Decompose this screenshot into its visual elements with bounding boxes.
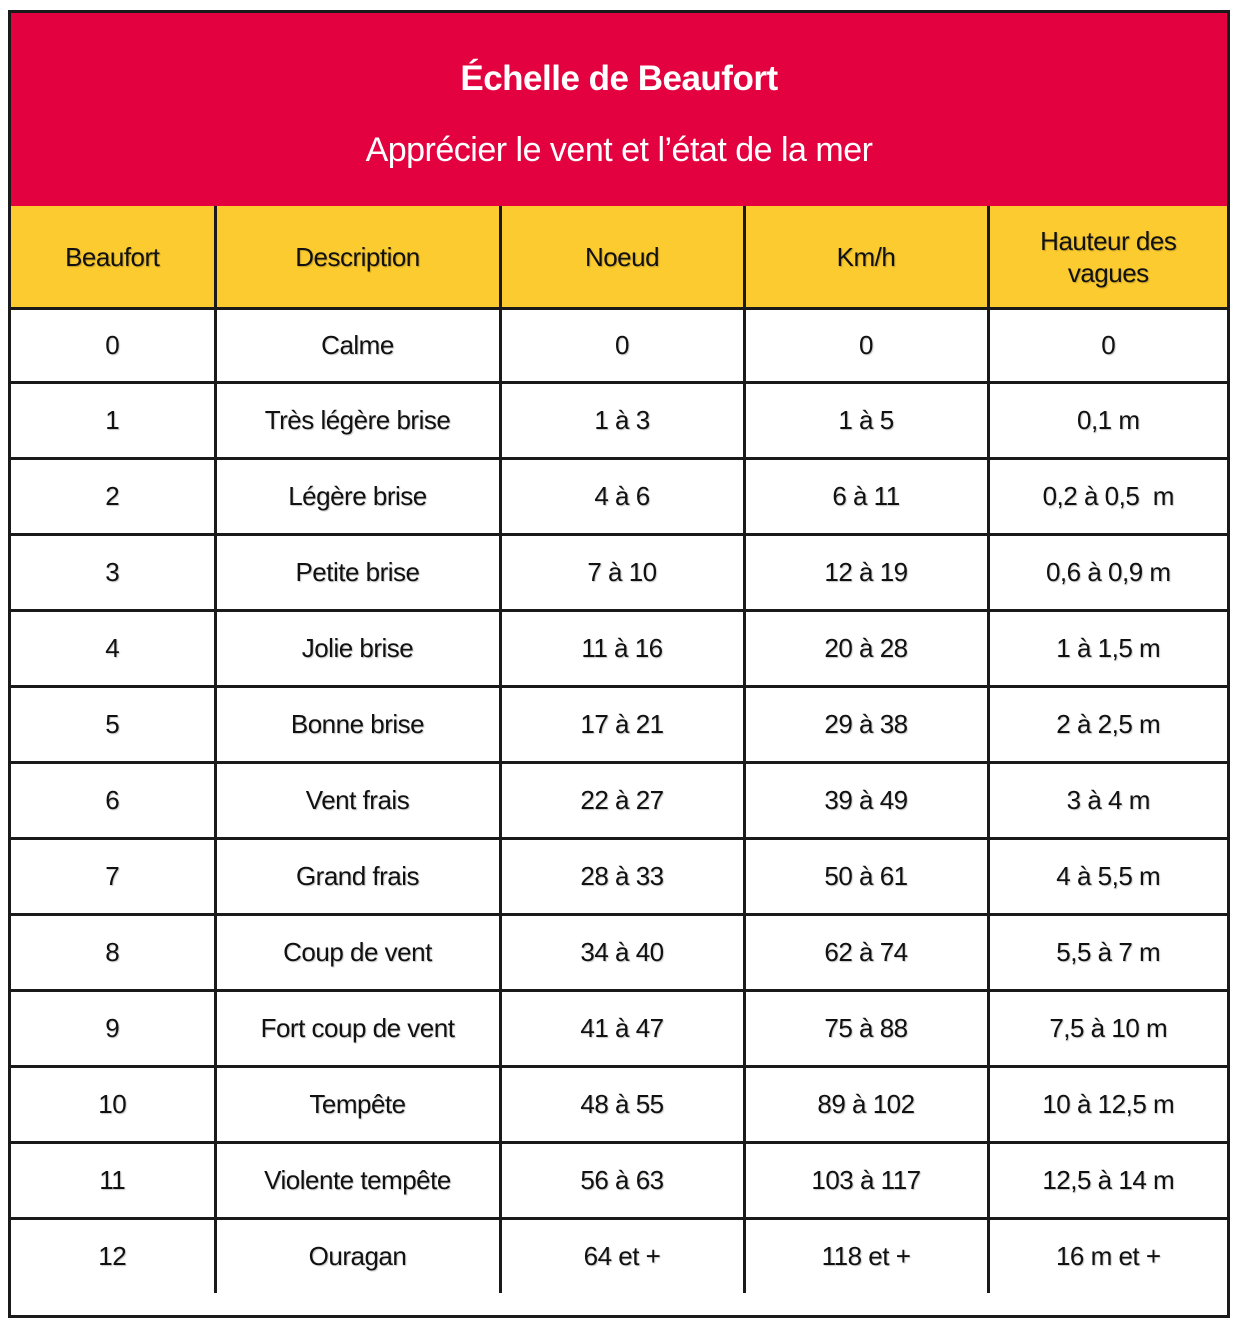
cell-description: Ouragan xyxy=(215,1219,500,1294)
cell-beaufort: 1 xyxy=(11,383,215,459)
column-header-kmh: Km/h xyxy=(744,206,988,309)
cell-description: Violente tempête xyxy=(215,1143,500,1219)
cell-kmh: 118 et + xyxy=(744,1219,988,1294)
cell-kmh: 1 à 5 xyxy=(744,383,988,459)
cell-beaufort: 4 xyxy=(11,611,215,687)
table-header-row xyxy=(11,206,1227,309)
cell-description: Petite brise xyxy=(215,535,500,611)
cell-knots: 41 à 47 xyxy=(500,991,744,1067)
wave-height-label: Hauteur des vagues xyxy=(1040,225,1177,288)
cell-knots: 4 à 6 xyxy=(500,459,744,535)
cell-beaufort: 6 xyxy=(11,763,215,839)
cell-knots: 11 à 16 xyxy=(500,611,744,687)
cell-wave-height: 3 à 4 m xyxy=(988,763,1227,839)
cell-kmh: 75 à 88 xyxy=(744,991,988,1067)
cell-kmh: 103 à 117 xyxy=(744,1143,988,1219)
page-subtitle: Apprécier le vent et l’état de la mer xyxy=(365,131,873,169)
column-header-beaufort: Beaufort xyxy=(11,206,215,309)
cell-wave-height: 10 à 12,5 m xyxy=(988,1067,1227,1143)
cell-beaufort: 10 xyxy=(11,1067,215,1143)
cell-wave-height: 7,5 à 10 m xyxy=(988,991,1227,1067)
cell-kmh: 6 à 11 xyxy=(744,459,988,535)
cell-kmh: 20 à 28 xyxy=(744,611,988,687)
cell-knots: 34 à 40 xyxy=(500,915,744,991)
beaufort-scale-sheet xyxy=(8,10,1230,1318)
cell-kmh: 39 à 49 xyxy=(744,763,988,839)
cell-description: Très légère brise xyxy=(215,383,500,459)
cell-wave-height: 4 à 5,5 m xyxy=(988,839,1227,915)
cell-knots: 64 et + xyxy=(500,1219,744,1294)
cell-wave-height: 0,1 m xyxy=(988,383,1227,459)
table-row xyxy=(11,839,1227,915)
cell-description: Coup de vent xyxy=(215,915,500,991)
cell-description: Bonne brise xyxy=(215,687,500,763)
table-row xyxy=(11,991,1227,1067)
cell-wave-height: 0,6 à 0,9 m xyxy=(988,535,1227,611)
cell-kmh: 89 à 102 xyxy=(744,1067,988,1143)
column-header-knots: Noeud xyxy=(500,206,744,309)
cell-wave-height: 0,2 à 0,5 m xyxy=(988,459,1227,535)
cell-description: Légère brise xyxy=(215,459,500,535)
title-banner xyxy=(11,13,1227,206)
table-row xyxy=(11,915,1227,991)
table-row xyxy=(11,687,1227,763)
cell-beaufort: 0 xyxy=(11,309,215,383)
cell-knots: 48 à 55 xyxy=(500,1067,744,1143)
cell-kmh: 62 à 74 xyxy=(744,915,988,991)
cell-beaufort: 3 xyxy=(11,535,215,611)
cell-beaufort: 9 xyxy=(11,991,215,1067)
cell-knots: 56 à 63 xyxy=(500,1143,744,1219)
cell-wave-height: 16 m et + xyxy=(988,1219,1227,1294)
cell-knots: 0 xyxy=(500,309,744,383)
cell-description: Grand frais xyxy=(215,839,500,915)
cell-description: Vent frais xyxy=(215,763,500,839)
cell-wave-height: 0 xyxy=(988,309,1227,383)
cell-beaufort: 11 xyxy=(11,1143,215,1219)
table-row xyxy=(11,1143,1227,1219)
table-row xyxy=(11,309,1227,383)
cell-description: Jolie brise xyxy=(215,611,500,687)
table-row xyxy=(11,611,1227,687)
page-title: Échelle de Beaufort xyxy=(460,59,778,98)
table-row xyxy=(11,1067,1227,1143)
cell-beaufort: 8 xyxy=(11,915,215,991)
cell-description: Fort coup de vent xyxy=(215,991,500,1067)
cell-knots: 28 à 33 xyxy=(500,839,744,915)
cell-knots: 17 à 21 xyxy=(500,687,744,763)
cell-kmh: 29 à 38 xyxy=(744,687,988,763)
column-header-description: Description xyxy=(215,206,500,309)
cell-wave-height: 2 à 2,5 m xyxy=(988,687,1227,763)
cell-wave-height: 5,5 à 7 m xyxy=(988,915,1227,991)
cell-knots: 7 à 10 xyxy=(500,535,744,611)
cell-kmh: 0 xyxy=(744,309,988,383)
table-row xyxy=(11,535,1227,611)
cell-description: Calme xyxy=(215,309,500,383)
cell-wave-height: 12,5 à 14 m xyxy=(988,1143,1227,1219)
cell-kmh: 12 à 19 xyxy=(744,535,988,611)
cell-knots: 1 à 3 xyxy=(500,383,744,459)
cell-beaufort: 12 xyxy=(11,1219,215,1294)
table-row xyxy=(11,383,1227,459)
table-row xyxy=(11,1219,1227,1294)
cell-knots: 22 à 27 xyxy=(500,763,744,839)
column-header-wave-height xyxy=(988,206,1227,309)
cell-description: Tempête xyxy=(215,1067,500,1143)
cell-beaufort: 5 xyxy=(11,687,215,763)
cell-kmh: 50 à 61 xyxy=(744,839,988,915)
table-row xyxy=(11,763,1227,839)
beaufort-table xyxy=(11,206,1227,1293)
cell-beaufort: 2 xyxy=(11,459,215,535)
cell-beaufort: 7 xyxy=(11,839,215,915)
table-row xyxy=(11,459,1227,535)
cell-wave-height: 1 à 1,5 m xyxy=(988,611,1227,687)
